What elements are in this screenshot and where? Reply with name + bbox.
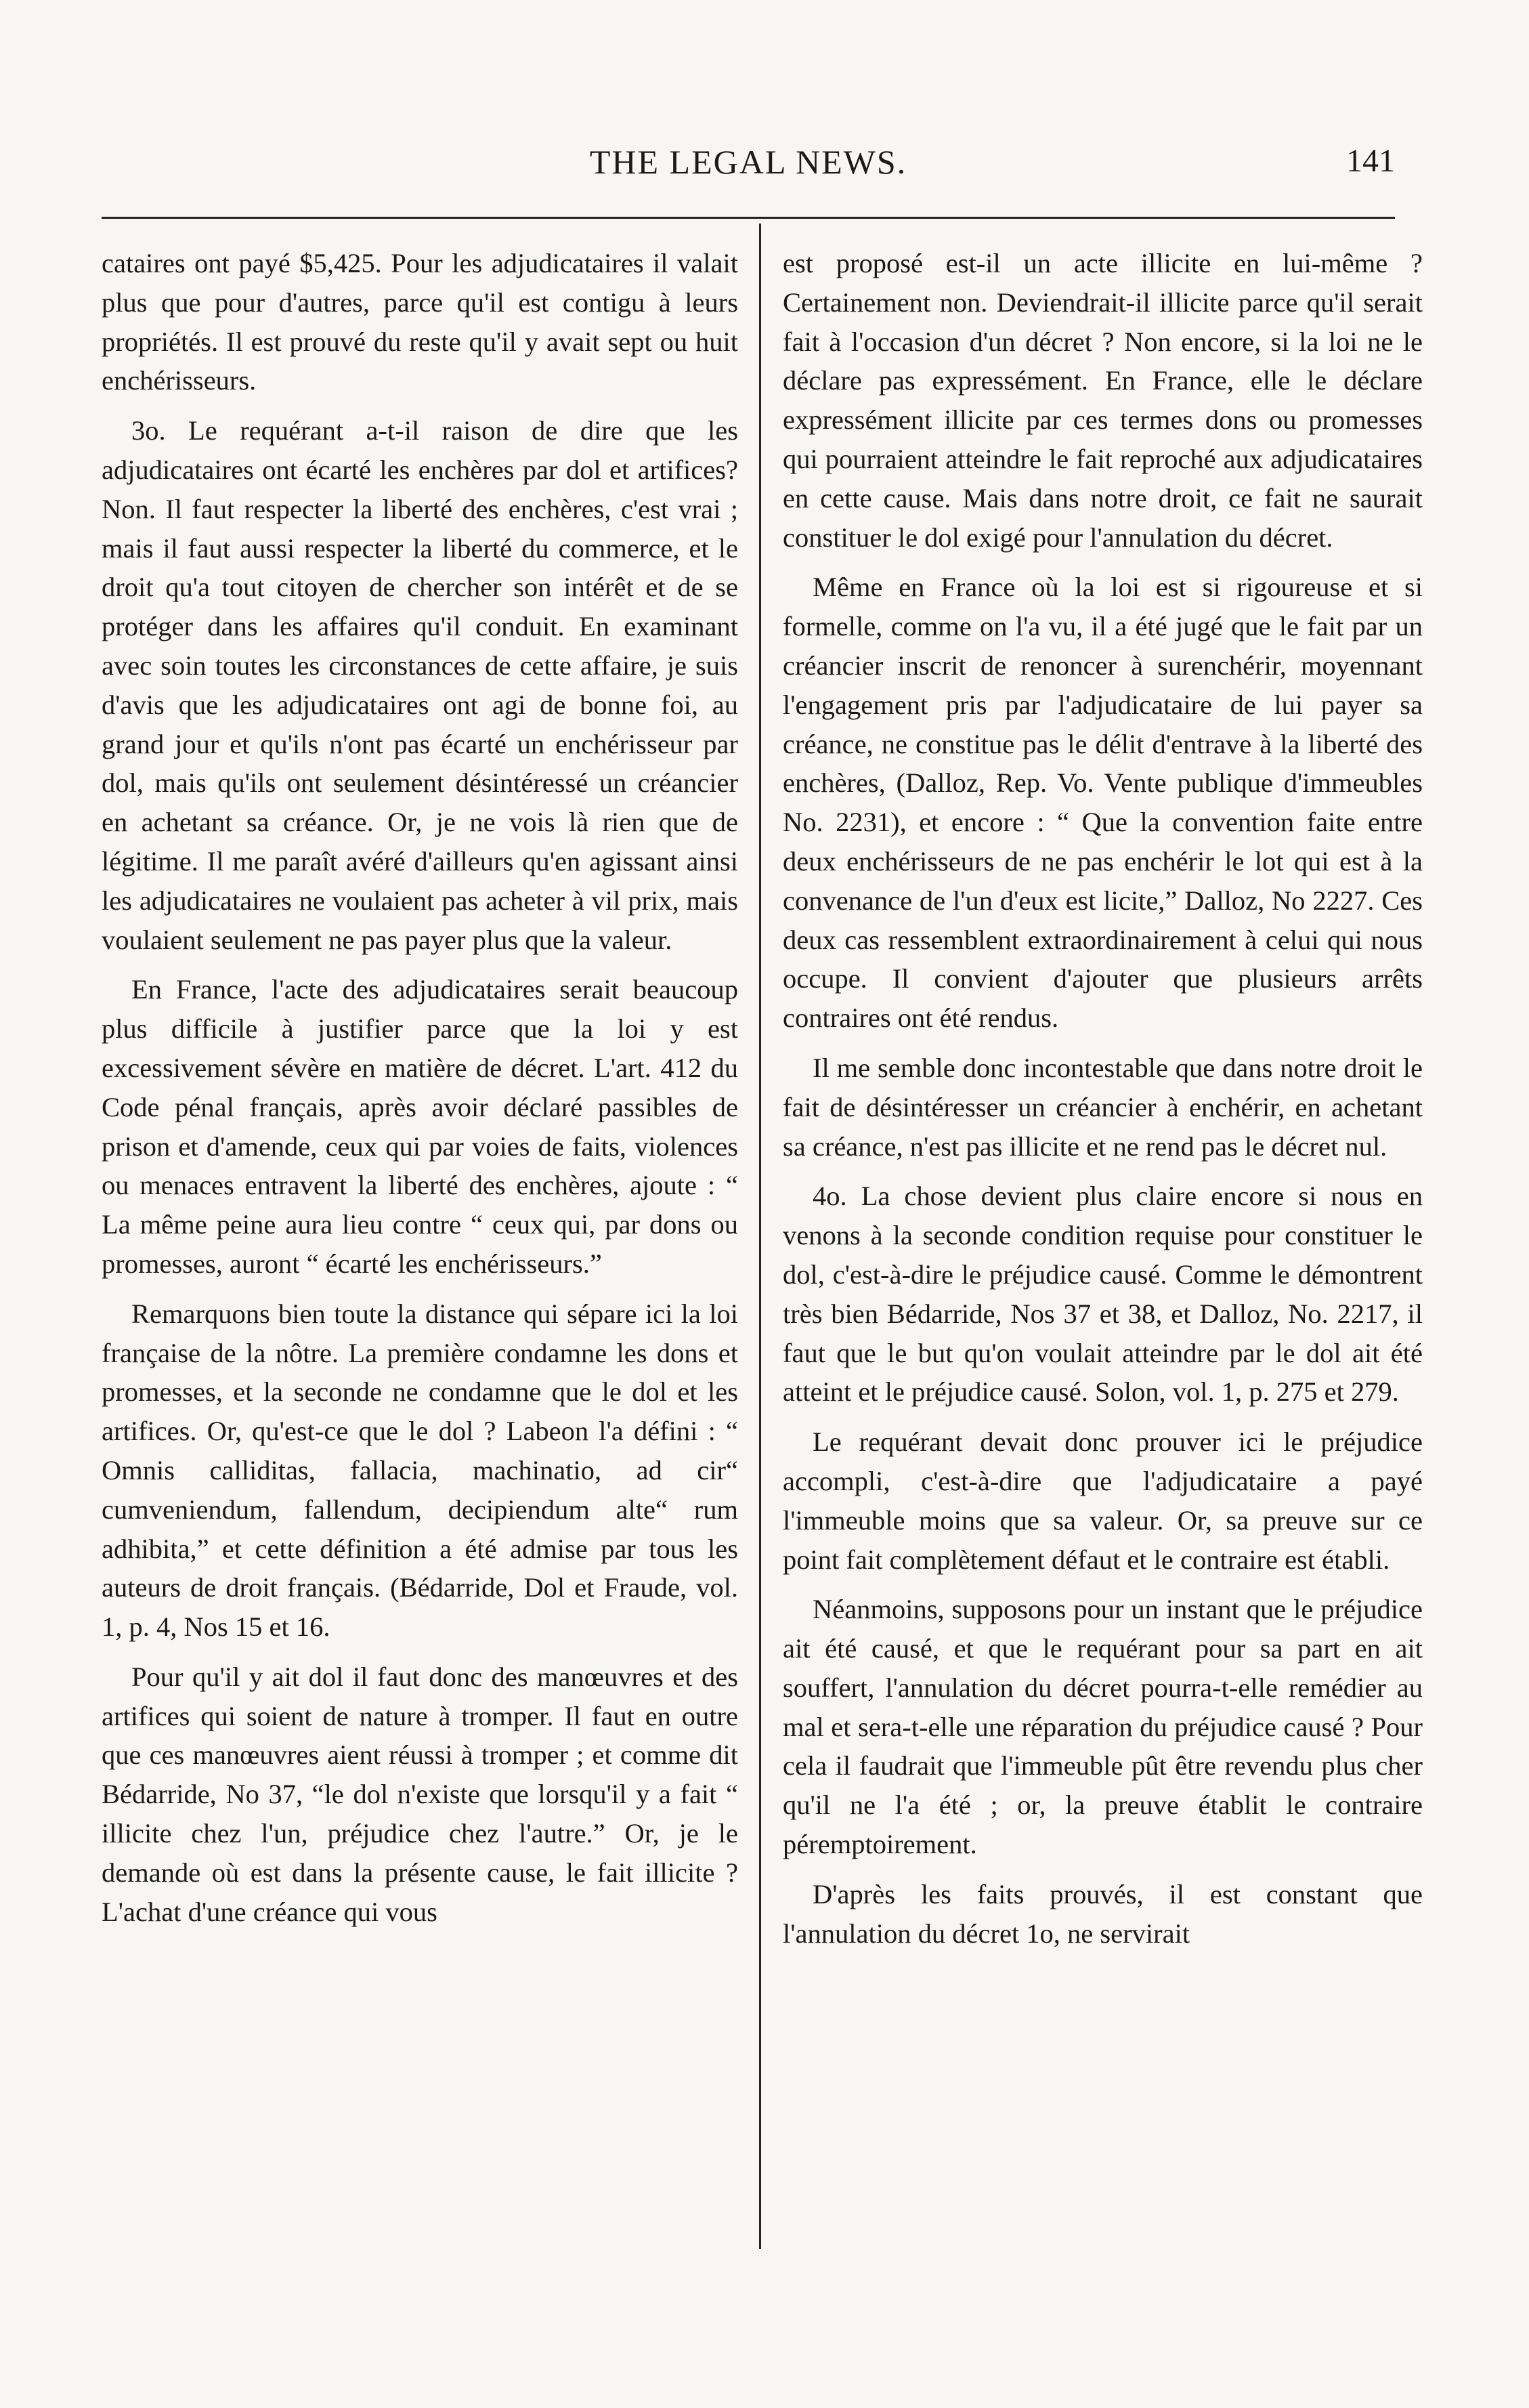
- paragraph: Néanmoins, supposons pour un instant que le préjudice ait été causé, et que le requérant pour sa part en ait souffert, l'annulation du décret pourra-t-elle remédier au mal et sera-t-elle une réparation du préjudice causé ? Pour cela il faudrait que l'immeuble pût être revendu plus cher qu'il ne l'a été ; or, la preuve établit le contraire péremptoirement.: [783, 1594, 1423, 1860]
- header-rule: [102, 217, 1395, 219]
- paragraph: 3o. Le requérant a-t-il raison de dire que les adjudicataires ont écarté les enchères par dol et artifices? Non. Il faut respecter la liberté des enchères, c'est vrai ; mais il faut aussi respecter la liberté du commerce, et le droit qu'a tout citoyen de chercher son intérêt et de se protéger dans les affaires qu'il conduit. En examinant avec soin toutes les circonstances de cette affaire, je suis d'avis que les adjudicataires ont agi de bonne foi, au grand jour et qu'ils n'ont pas écarté un enchérisseur par dol, mais qu'ils ont seulement désintéressé un créancier en achetant sa créance. Or, je ne vois là rien que de légitime. Il me paraît avéré d'ailleurs qu'en agissant ainsi les adjudicataires ne voulaient pas acheter à vil prix, mais voulaient seulement ne pas payer plus que la valeur.: [102, 415, 738, 955]
- paragraph: Le requérant devait donc prouver ici le préjudice accompli, c'est-à-dire que l'adjudicataire a payé l'immeuble moins que sa valeur. Or, sa preuve sur ce point fait complètement défaut et le contraire est établi.: [783, 1427, 1423, 1575]
- paragraph: Il me semble donc incontestable que dans notre droit le fait de désintéresser un créancier à enchérir, en achetant sa créance, n'est pas illicite et ne rend pas le décret nul.: [783, 1052, 1423, 1162]
- paragraph: En France, l'acte des adjudicataires serait beaucoup plus difficile à justifier parce que la loi y est excessivement sévère en matière de décret. L'art. 412 du Code pénal français, après avoir déclaré passibles de prison et d'amende, ceux qui par voies de faits, violences ou menaces entravent la liberté des enchères, ajoute : “ La même peine aura lieu contre “ ceux qui, par dons ou promesses, auront “ écarté les enchérisseurs.”: [102, 974, 738, 1279]
- page-number: 141: [1346, 143, 1395, 179]
- paragraph: Remarquons bien toute la distance qui sépare ici la loi française de la nôtre. La première condamne les dons et promesses, et la seconde ne condamne que le dol et les artifices. Or, qu'est-ce que le dol ? Labeon l'a défini : “ Omnis calliditas, fallacia, machinatio, ad cir“ cumveniendum, fallendum, decipiendum alte“ rum adhibita,” et cette définition a été admise par tous les auteurs de droit français. (Bédarride, Dol et Fraude, vol. 1, p. 4, Nos 15 et 16.: [102, 1298, 738, 1643]
- paragraph: Pour qu'il y ait dol il faut donc des manœuvres et des artifices qui soient de nature à tromper. Il faut en outre que ces manœuvres aient réussi à tromper ; et comme dit Bédarride, No 37, “le dol n'existe que lorsqu'il y a fait “ illicite chez l'un, préjudice chez l'autre.” Or, je le demande où est dans la présente cause, le fait illicite ? L'achat d'une créance qui vous: [102, 1661, 738, 1927]
- paragraph: est proposé est-il un acte illicite en lui-même ? Certainement non. Deviendrait-il illicite parce qu'il serait fait à l'occasion d'un décret ? Non encore, si la loi ne le déclare pas expressément. En France, elle le déclare expressément illicite par ces termes dons ou promesses qui pourraient atteindre le fait reproché aux adjudicataires en cette cause. Mais dans notre droit, ce fait ne saurait constituer le dol exigé pour l'annulation du décret.: [783, 248, 1423, 553]
- paragraph: Même en France où la loi est si rigoureuse et si formelle, comme on l'a vu, il a été jugé que le fait par un créancier inscrit de renoncer à surenchérir, moyennant l'engagement pris par l'adjudicataire de lui payer sa créance, ne constitue pas le délit d'entrave à la liberté des enchères, (Dalloz, Rep. Vo. Vente publique d'immeubles No. 2231), et encore : “ Que la convention faite entre deux enchérisseurs de ne pas enchérir le lot qui est à la convenance de l'un d'eux est licite,” Dalloz, No 2227. Ces deux cas ressemblent extraordinairement à celui qui nous occupe. Il convient d'ajouter que plusieurs arrêts contraires ont été rendus.: [783, 572, 1423, 1034]
- column-divider: [759, 224, 761, 2249]
- paragraph: D'après les faits prouvés, il est constant que l'annulation du décret 1o, ne servirait: [783, 1878, 1423, 1949]
- paragraph: 4o. La chose devient plus claire encore si nous en venons à la seconde condition requise pour constituer le dol, c'est-à-dire le préjudice causé. Comme le démontrent très bien Bédarride, Nos 37 et 38, et Dalloz, No. 2217, il faut que le but qu'on voulait atteindre par le dol ait été atteint et le préjudice causé. Solon, vol. 1, p. 275 et 279.: [783, 1181, 1423, 1408]
- left-column: [102, 244, 738, 2249]
- right-column: [783, 244, 1423, 2249]
- journal-title: THE LEGAL NEWS.: [589, 143, 907, 181]
- page-header: [102, 142, 1395, 196]
- paragraph: cataires ont payé $5,425. Pour les adjudicataires il valait plus que pour d'autres, parce qu'il est contigu à leurs propriétés. Il est prouvé du reste qu'il y avait sept ou huit enchérisseurs.: [102, 248, 738, 396]
